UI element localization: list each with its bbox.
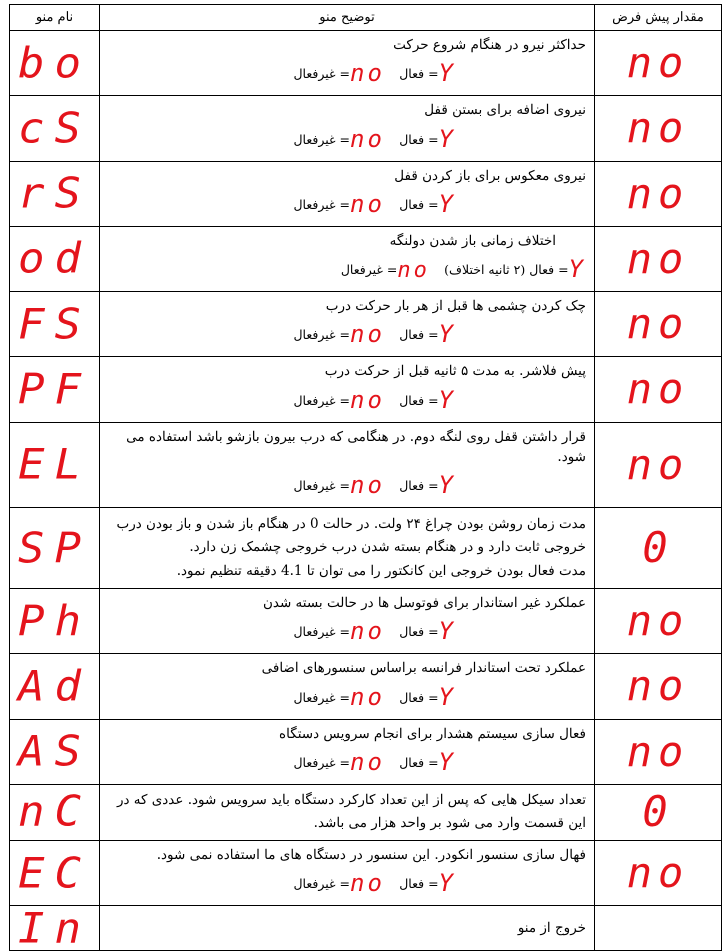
header-row xyxy=(10,5,722,31)
menu-description xyxy=(100,719,595,784)
off-label: = غیرفعال xyxy=(293,478,350,493)
on-label: = فعال xyxy=(399,196,439,212)
off-code: no xyxy=(350,471,385,499)
table-row xyxy=(10,906,722,951)
menu-code: In xyxy=(10,907,100,950)
menu-description xyxy=(100,292,595,357)
off-label: = غیرفعال xyxy=(293,689,350,705)
table-row xyxy=(10,422,722,508)
options xyxy=(108,467,586,503)
off-code: no xyxy=(350,124,385,153)
description-text: حداکثر نیرو در هنگام شروع حرکت xyxy=(393,37,586,53)
table-row xyxy=(10,357,722,422)
off-code: no xyxy=(350,869,385,898)
table-row xyxy=(10,96,722,161)
off-code: no xyxy=(350,747,385,776)
description-text: فعال سازی سیستم هشدار برای انجام سرویس دستگاه xyxy=(279,725,586,742)
off-label: = غیرفعال xyxy=(293,196,350,212)
off-label: = غیرفعال xyxy=(293,392,350,408)
on-code: Y xyxy=(438,385,456,414)
default-value: no xyxy=(595,292,722,357)
menu-description xyxy=(100,841,595,906)
menu-code: cS xyxy=(10,97,100,159)
description-text: نیروی اضافه برای بستن قفل xyxy=(424,102,586,119)
on-label: = فعال xyxy=(399,624,439,640)
menu-code: rS xyxy=(10,163,100,225)
on-code: Y xyxy=(438,747,456,776)
on-code: Y xyxy=(438,617,456,646)
on-label: = فعال xyxy=(399,66,439,82)
table-row xyxy=(10,161,722,226)
default-value: no xyxy=(595,31,722,96)
options xyxy=(108,186,586,222)
on-code: Y xyxy=(438,189,456,218)
on-label: = فعال xyxy=(399,327,439,343)
on-label: = فعال xyxy=(399,876,439,892)
default-value: no xyxy=(595,589,722,654)
description-text: نیروی معکوس برای باز کردن قفل xyxy=(394,167,586,184)
on-code: Y xyxy=(568,255,586,283)
on-label: = فعال xyxy=(399,754,439,770)
on-label: = فعال xyxy=(399,131,439,147)
table-row xyxy=(10,226,722,291)
on-code: Y xyxy=(438,471,456,499)
menu-description xyxy=(100,906,595,951)
options xyxy=(108,679,586,715)
default-value: no xyxy=(595,161,722,226)
off-label: = غیرفعال xyxy=(293,131,350,147)
description-text: چک کردن چشمی ها قبل از هر بار حرکت درب xyxy=(325,298,586,314)
menu-description xyxy=(100,589,595,654)
off-label: = غیرفعال xyxy=(340,262,398,277)
menu-code: AS xyxy=(10,721,100,783)
off-label: = غیرفعال xyxy=(293,876,350,892)
off-code: no xyxy=(350,320,385,349)
off-code: no xyxy=(350,189,385,218)
menu-code: Ad xyxy=(10,655,100,717)
menu-code: EC xyxy=(10,842,100,904)
table-row xyxy=(10,292,722,357)
off-code: no xyxy=(397,258,430,283)
menu-description xyxy=(100,357,595,422)
table-row xyxy=(10,31,722,96)
on-label: = فعال xyxy=(399,478,439,493)
header-default: مقدار پیش فرض xyxy=(595,5,722,31)
menu-description xyxy=(100,96,595,161)
options xyxy=(108,55,586,91)
menu-code: od xyxy=(10,228,100,290)
on-label: = فعال xyxy=(399,392,439,408)
menu-table xyxy=(9,4,722,951)
description-line: مدت زمان روشن بودن چراغ ۲۴ ولت. در حالت 0 در هنگام باز شدن و باز بودن درب xyxy=(116,515,586,532)
options xyxy=(108,121,586,157)
header-description: توضیح منو xyxy=(100,5,595,31)
options xyxy=(108,251,586,287)
menu-code: FS xyxy=(10,293,100,355)
description-text: خروج از منو xyxy=(517,920,586,937)
menu-description xyxy=(100,226,595,291)
menu-description xyxy=(100,422,595,508)
menu-description xyxy=(100,784,595,840)
options xyxy=(108,744,586,780)
off-label: = غیرفعال xyxy=(293,754,350,770)
description-text: عملکرد تحت استاندار فرانسه براساس سنسورهای اضافی xyxy=(261,660,586,677)
off-code: no xyxy=(350,385,385,414)
on-label: = فعال xyxy=(399,689,439,705)
options xyxy=(108,382,586,418)
menu-code: PF xyxy=(10,358,100,420)
default-value: no xyxy=(595,841,722,906)
description-text: اختلاف زمانی باز شدن دولنگه xyxy=(389,232,556,249)
description-line: این قسمت وارد می شود بر واحد هزار می باشد. xyxy=(313,815,586,832)
off-label: = غیرفعال xyxy=(293,624,350,640)
menu-code: Ph xyxy=(10,590,100,652)
menu-code: EL xyxy=(10,424,100,505)
options xyxy=(108,613,586,649)
table-row xyxy=(10,654,722,719)
off-code: no xyxy=(350,617,385,646)
default-value: no xyxy=(595,357,722,422)
off-code: no xyxy=(350,59,385,88)
menu-code: nC xyxy=(10,786,100,839)
default-value: no xyxy=(595,226,722,291)
default-value: no xyxy=(595,96,722,161)
default-value: no xyxy=(595,422,722,508)
default-value: no xyxy=(595,654,722,719)
off-code: no xyxy=(350,682,385,711)
description-text: قرار داشتن قفل روی لنگه دوم. در هنگامی که درب بیرون بازشو باشد استفاده می شود. xyxy=(126,428,586,465)
default-value: 0 xyxy=(595,508,722,589)
menu-code: bo xyxy=(10,32,100,94)
description-line: مدت فعال بودن خروجی این کانکتور را می توان تا 4.1 دقیقه تنظیم نمود. xyxy=(176,562,586,579)
description-text: پیش فلاشر. به مدت ۵ ثانیه قبل از حرکت درب xyxy=(324,363,586,380)
table-row xyxy=(10,841,722,906)
menu-description xyxy=(100,161,595,226)
description-line: تعداد سیکل هایی که پس از این تعداد کارکرد دستگاه باید سرویس شود. عددی که در xyxy=(116,791,586,808)
table-row xyxy=(10,719,722,784)
table-row xyxy=(10,508,722,589)
on-code: Y xyxy=(438,59,456,88)
table-row xyxy=(10,589,722,654)
default-value: 0 xyxy=(595,784,722,840)
menu-description xyxy=(100,31,595,96)
menu-code: SP xyxy=(10,510,100,587)
off-label: = غیرفعال xyxy=(293,327,350,343)
table-row xyxy=(10,784,722,840)
description-line: خروجی ثابت دارد و در هنگام بسته شدن درب خروجی چشمک زن دارد. xyxy=(189,539,586,556)
menu-description xyxy=(100,654,595,719)
on-code: Y xyxy=(438,124,456,153)
menu-description xyxy=(100,508,595,589)
default-value: no xyxy=(595,719,722,784)
description-text: عملکرد غیر استاندار برای فوتوسل ها در حالت بسته شدن xyxy=(262,595,586,611)
options xyxy=(108,865,586,901)
on-code: Y xyxy=(438,320,456,349)
on-label: = فعال (۲ ثانیه اختلاف) xyxy=(444,262,569,277)
description-text: فهال سازی سنسور انکودر. این سنسور در دستگاه های ما استفاده نمی شود. xyxy=(156,847,586,863)
on-code: Y xyxy=(438,682,456,711)
on-code: Y xyxy=(438,869,456,898)
off-label: = غیرفعال xyxy=(293,66,350,82)
header-code: نام منو xyxy=(10,5,100,31)
default-value xyxy=(595,906,722,951)
options xyxy=(108,316,586,352)
